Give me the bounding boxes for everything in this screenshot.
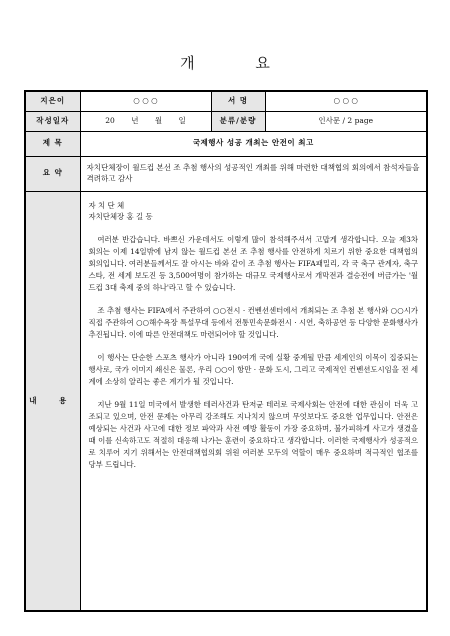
body-content [80, 191, 427, 611]
category-label: 분류/분량 [211, 111, 265, 131]
row-body [25, 191, 427, 611]
body-paragraph-2: 조 추첨 행사는 FIFA에서 주관하여 ○○전시 · 컨벤션센터에서 개최되는 조 추첨 본 행사와 ○○시가 직접 주관하여 ○○해수욕장 특설무대 등에서 전통민속문화전시 · 시연, 축하공연 등 다양한 문화행사가 추진됩니다. 이에 따른 안전대책도 마련되어야 할 것입니다. [88, 306, 418, 340]
row-date [25, 111, 427, 131]
subject-label: 제 목 [25, 131, 80, 156]
category-value: 인사문 / 2 page [265, 111, 427, 131]
page-title: 개 요 [180, 54, 298, 72]
row-subject [25, 131, 427, 156]
overview-form-table [24, 90, 428, 612]
body-paragraph-4: 지난 9월 11일 미국에서 발생한 테러사건과 탄저균 테러로 국제사회는 안전에 대한 관심이 더욱 고조되고 있으며, 안전 문제는 아무리 강조해도 지나치지 않으며 무엇보다도 중요한 업무입니다. 안전은 예상되는 사건과 사고에 대한 정보 파악과 사전 예방 활동이 가장 중요하며, 불가피하게 사고가 생겼을 때 이를 신속하고도 적절히 대응해 나가는 훈련이 중요하다고 생각합니다. 이러한 국제행사가 성공적으로 치루어 지기 위해서는 안전대책협의회 위원 여러분 모두의 역할이 매우 중요하며 적극적인 협조를 당부 드립니다. [88, 400, 418, 470]
author-label: 지은이 [25, 91, 80, 111]
body-paragraph-3: 이 행사는 단순한 스포츠 행사가 아니라 190여개 국에 실황 중계될 만큼 세계인의 이목이 집중되는 행사로, 국가 이미지 쇄신은 물론, 우리 ○○이 항만 · 문화 도시, 그리고 국제적인 컨벤션도시임을 전 세계에 소상히 알리는 좋은 계기가 될 것입니다. [88, 353, 418, 387]
addressee-line-2: 자치단체장 홍 길 동 [88, 212, 153, 222]
author-value: ○ ○ ○ [80, 91, 211, 111]
addressee-line-1: 자 치 단 체 [88, 200, 125, 210]
row-author [25, 91, 427, 111]
row-summary [25, 156, 427, 191]
summary-value: 자치단체장이 월드컵 본선 조 추첨 행사의 성공적인 개최를 위해 마련한 대책협의 회의에서 참석자들을 격려하고 감사 [80, 156, 427, 191]
summary-label: 요 약 [25, 156, 80, 191]
body-label: 내 용 [25, 191, 80, 611]
subject-value: 국제행사 성공 개최는 안전이 최고 [80, 131, 427, 156]
date-label: 작성일자 [25, 111, 80, 131]
body-paragraph-1: 여러분 반갑습니다. 바쁘신 가운데서도 이렇게 많이 참석해주셔서 고맙게 생각합니다. 오늘 제3차 회의는 이제 14일밖에 남지 않는 월드컵 본선 조 추첨 행사를 안전하게 치르기 위한 중요한 대책협의 회의입니다. 여러분들께서도 잘 아시는 바와 같이 조 추첨 행사는 FIFA패밀리, 각 국 축구 관계자, 축구스타, 전 세계 보도진 등 3,500여명이 참가하는 대규모 국제행사로서 개막전과 결승전에 버금가는 '월드컵 3대 축제 중의 하나'라고 할 수 있습니다. [88, 235, 418, 293]
book-title-value: ○ ○ ○ [265, 91, 427, 111]
date-value: 20 년 월 일 [80, 111, 211, 131]
book-title-label: 서 명 [211, 91, 265, 111]
